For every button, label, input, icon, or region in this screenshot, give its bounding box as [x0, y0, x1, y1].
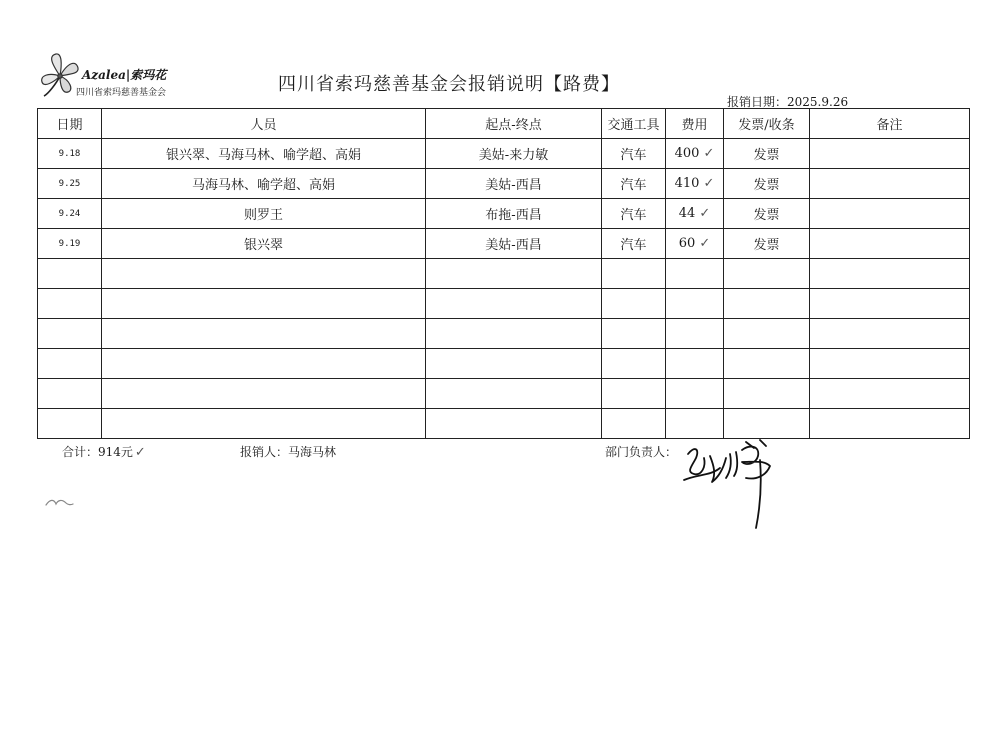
check-mark-icon: ✓	[699, 236, 711, 251]
row-receipt: 发票	[724, 199, 810, 229]
claimant	[240, 443, 336, 460]
table-row	[38, 169, 970, 199]
report-date-label: 报销日期：	[727, 95, 788, 109]
column-header-note: 备注	[810, 109, 970, 139]
row-note	[810, 229, 970, 259]
row-date: 9.24	[38, 199, 102, 229]
check-mark-icon: ✓	[703, 146, 715, 161]
logo-text-cn: 四川省索玛慈善基金会	[76, 88, 167, 98]
row-note	[810, 139, 970, 169]
claimant-label: 报销人：	[240, 445, 289, 459]
foundation-logo	[38, 50, 168, 102]
document-title: 四川省索玛慈善基金会报销说明【路费】	[278, 74, 620, 95]
claimant-name: 马海马林	[288, 445, 337, 459]
empty-row	[38, 259, 970, 289]
row-transport: 汽车	[602, 199, 666, 229]
manager-label: 部门负责人：	[605, 445, 678, 459]
row-note	[810, 169, 970, 199]
row-transport: 汽车	[602, 229, 666, 259]
cost-value: 400	[674, 146, 700, 161]
row-receipt: 发票	[724, 229, 810, 259]
row-transport: 汽车	[602, 139, 666, 169]
check-mark-icon: ✓	[699, 206, 711, 221]
row-people: 银兴翠	[102, 229, 426, 259]
column-header-transport: 交通工具	[602, 109, 666, 139]
row-transport: 汽车	[602, 169, 666, 199]
row-people: 银兴翠、马海马林、喻学超、高娟	[102, 139, 426, 169]
row-route: 布拖-西昌	[426, 199, 602, 229]
row-cost	[666, 199, 724, 229]
check-mark-icon: ✓	[703, 176, 715, 191]
table-row	[38, 139, 970, 169]
row-people: 则罗王	[102, 199, 426, 229]
row-date: 9.25	[38, 169, 102, 199]
empty-row	[38, 349, 970, 379]
row-note	[810, 199, 970, 229]
row-people: 马海马林、喻学超、高娟	[102, 169, 426, 199]
row-route: 美姑-西昌	[426, 229, 602, 259]
row-receipt: 发票	[724, 169, 810, 199]
cost-value: 410	[674, 176, 700, 191]
row-route: 美姑-西昌	[426, 169, 602, 199]
handwritten-signature	[680, 436, 790, 540]
table-header-row	[38, 109, 970, 139]
check-mark-icon: ✓	[134, 445, 146, 460]
row-date: 9.19	[38, 229, 102, 259]
pen-scribble-mark	[44, 495, 76, 514]
empty-row	[38, 319, 970, 349]
table-row	[38, 229, 970, 259]
empty-row	[38, 379, 970, 409]
row-date: 9.18	[38, 139, 102, 169]
row-route: 美姑-来力敏	[426, 139, 602, 169]
cost-value: 60	[678, 236, 696, 251]
row-receipt: 发票	[724, 139, 810, 169]
row-cost	[666, 169, 724, 199]
column-header-receipt: 发票/收条	[724, 109, 810, 139]
report-date-value: 2025.9.26	[787, 95, 849, 109]
column-header-people: 人员	[102, 109, 426, 139]
column-header-cost: 费用	[666, 109, 724, 139]
empty-row	[38, 289, 970, 319]
row-cost	[666, 139, 724, 169]
column-header-route: 起点-终点	[426, 109, 602, 139]
cost-value: 44	[678, 206, 696, 221]
logo-text-en: Azalea|索玛花	[82, 68, 167, 82]
row-cost	[666, 229, 724, 259]
empty-row	[38, 409, 970, 439]
expense-table	[37, 108, 970, 439]
column-header-date: 日期	[38, 109, 102, 139]
total-amount	[62, 443, 146, 460]
total-value: 914元	[98, 445, 133, 459]
table-row	[38, 199, 970, 229]
total-label: 合计：	[62, 445, 99, 459]
